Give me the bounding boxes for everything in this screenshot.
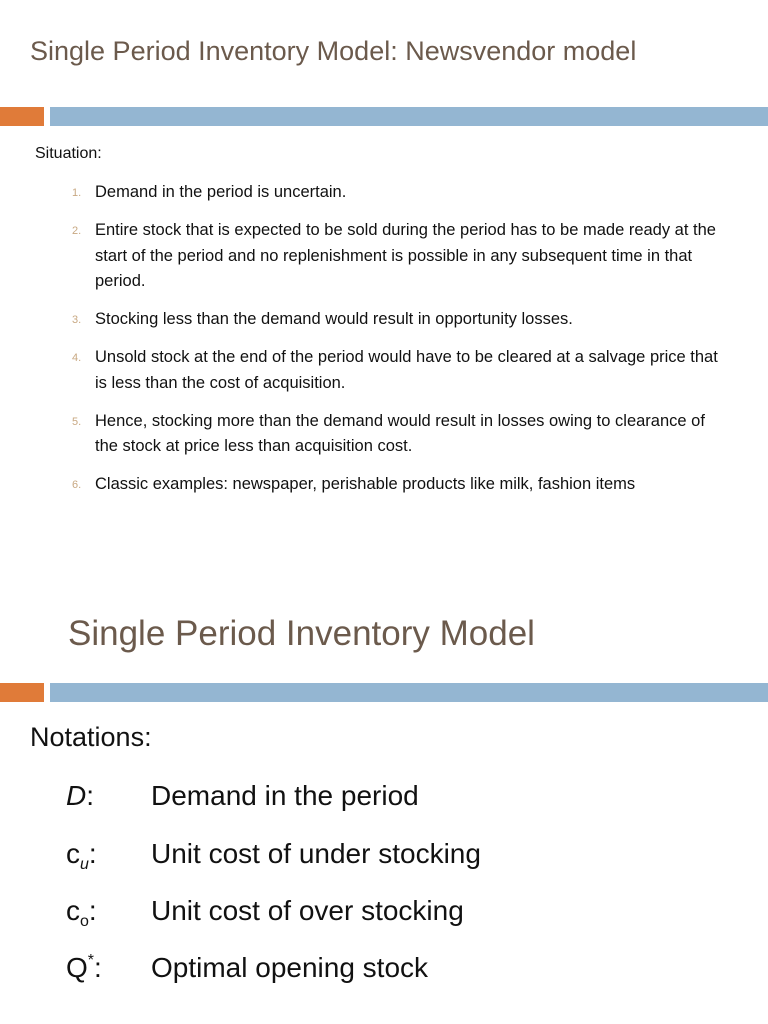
situation-list — [0, 180, 768, 510]
notation-symbol — [66, 895, 97, 931]
symbol-colon: : — [86, 780, 95, 811]
notation-row — [0, 838, 768, 878]
notation-symbol — [66, 780, 94, 812]
accent-bar-blue — [50, 683, 768, 702]
symbol-letter: c — [66, 838, 80, 869]
list-item — [0, 345, 768, 396]
accent-bar-orange — [0, 683, 44, 702]
slide-title: Single Period Inventory Model — [68, 614, 535, 653]
list-number: 2. — [72, 225, 82, 237]
list-number: 6. — [72, 479, 82, 491]
symbol-letter: c — [66, 895, 80, 926]
list-item-text: Entire stock that is expected to be sold during the period has to be made ready at the start of the period and no replenishment is possible in any subsequent time in that period. — [95, 221, 716, 290]
list-item — [0, 180, 768, 206]
list-number: 4. — [72, 352, 82, 364]
title-accent-bar — [0, 683, 768, 702]
list-item — [0, 307, 768, 333]
symbol-subscript: u — [80, 856, 89, 873]
notations-heading: Notations: — [30, 722, 152, 752]
list-item — [0, 218, 768, 295]
symbol-colon: : — [88, 838, 97, 869]
slide-title: Single Period Inventory Model: Newsvendor model — [30, 36, 637, 66]
list-item-text: Stocking less than the demand would result in opportunity losses. — [95, 310, 573, 328]
notation-description: Demand in the period — [151, 780, 419, 811]
symbol-letter: Q — [66, 952, 88, 983]
list-item — [0, 409, 768, 460]
symbol-letter: D — [66, 780, 87, 811]
accent-bar-blue — [50, 107, 768, 126]
title-accent-bar — [0, 107, 768, 126]
notation-row — [0, 780, 768, 820]
situation-label: Situation: — [35, 145, 102, 162]
accent-bar-orange — [0, 107, 44, 126]
symbol-colon: : — [88, 895, 97, 926]
notation-symbol — [66, 838, 97, 874]
list-item-text: Hence, stocking more than the demand would result in losses owing to clearance of the stock at price less than acquisition cost. — [95, 411, 705, 455]
notation-row — [0, 952, 768, 992]
notation-row — [0, 895, 768, 935]
notation-description: Unit cost of under stocking — [151, 838, 481, 869]
notation-symbol — [66, 952, 102, 984]
list-item-text: Demand in the period is uncertain. — [95, 183, 347, 201]
list-number: 1. — [72, 187, 82, 199]
list-item-text: Unsold stock at the end of the period would have to be cleared at a salvage price that is less than the cost of acquisition. — [95, 348, 718, 392]
list-number: 5. — [72, 415, 82, 428]
notation-description: Unit cost of over stocking — [151, 895, 464, 926]
notation-description: Optimal opening stock — [151, 952, 429, 983]
list-item-text: Classic examples: newspaper, perishable products like milk, fashion items — [95, 475, 636, 493]
list-number: 3. — [72, 314, 82, 326]
list-item — [0, 472, 768, 498]
symbol-superscript: * — [87, 952, 95, 969]
symbol-subscript: o — [80, 913, 89, 930]
symbol-colon: : — [94, 952, 102, 983]
